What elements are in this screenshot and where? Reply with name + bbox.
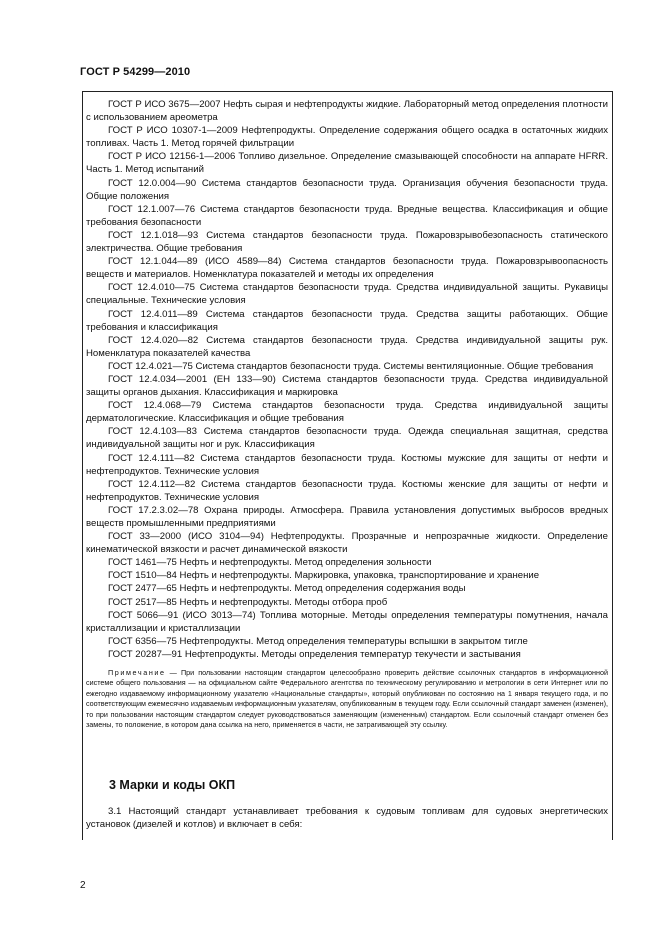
reference-item: ГОСТ Р ИСО 10307-1—2009 Нефтепродукты. Определение содержания общего осадка в остаточных жидких топливах. Часть 1. Метод горячей фильтрации [86,125,608,150]
reference-item: ГОСТ 12.1.018—93 Система стандартов безопасности труда. Пожаровзрывобезопасность статического электричества. Общие требования [86,229,608,255]
reference-item: ГОСТ 12.4.020—82 Система стандартов безопасности труда. Средства индивидуальной защиты рук. Номенклатура показателей качества [86,334,608,359]
reference-item: ГОСТ 12.4.021—75 Система стандартов безопасности труда. Системы вентиляционные. Общие требования [108,360,594,372]
reference-item: ГОСТ 2477—65 Нефть и нефтепродукты. Метод определения содержания воды [108,583,466,595]
reference-item: ГОСТ 1461—75 Нефть и нефтепродукты. Метод определения зольности [108,557,432,569]
reference-item: ГОСТ 12.4.068—79 Система стандартов безопасности труда. Средства индивидуальной защиты дерматологические. Классификация и общие требования [86,400,608,425]
reference-item: ГОСТ 12.4.111—82 Система стандартов безопасности труда. Костюмы мужские для защиты от нефти и нефтепродуктов. Технические условия [86,452,608,477]
paragraph-text: 3.1 Настоящий стандарт устанавливает требования к судовым топливам для судовых энергетических установок (дизелей и котлов) и включает в себя: [86,806,608,831]
section-paragraph [86,805,608,831]
reference-item: ГОСТ 12.4.112—82 Система стандартов безопасности труда. Костюмы женские для защиты от нефти и нефтепродуктов. Технические условия [86,478,608,503]
reference-item: ГОСТ 2517—85 Нефть и нефтепродукты. Методы отбора проб [108,596,388,608]
reference-item: ГОСТ Р ИСО 12156-1—2006 Топливо дизельное. Определение смазывающей способности на аппарате HFRR. Часть 1. Метод испытаний [86,151,608,176]
reference-item: ГОСТ 12.4.010—75 Система стандартов безопасности труда. Средства индивидуальной защиты. Рукавицы специальные. Технические условия [86,282,608,307]
reference-item: ГОСТ 6356—75 Нефтепродукты. Метод определения температуры вспышки в закрытом тигле [108,635,528,647]
reference-item: ГОСТ 1510—84 Нефть и нефтепродукты. Маркировка, упаковка, транспортирование и хранение [108,570,540,582]
reference-item: ГОСТ 12.4.034—2001 (ЕН 133—90) Система стандартов безопасности труда. Средства индивидуальной защиты органов дыхания. Классификация и маркировка [86,373,608,399]
note-label: Примечание [108,668,166,677]
reference-item: ГОСТ Р ИСО 3675—2007 Нефть сырая и нефтепродукты жидкие. Лабораторный метод определения плотности с использованием ареометра [86,99,608,124]
reference-item: ГОСТ 17.2.3.02—78 Охрана природы. Атмосфера. Правила установления допустимых выбросов вредных веществ промышленными предприятиями [86,504,608,529]
reference-item: ГОСТ 20287—91 Нефтепродукты. Методы определения температур текучести и застывания [108,648,521,660]
section-heading: 3 Марки и коды ОКП [109,778,236,792]
note-text: — При пользовании настоящим стандартом целесообразно проверить действие ссылочных стандартов в информационной системе общего пользования — на официальном сайте Федерального агентства по техническому регулированию и метрологии в сети Интернет или по ежегодно издаваемому информационному указателю «Национальные стандарты», который опубликован по состоянию на 1 января текущего года, и по соответствующим ежемесячно издаваемым информационным указателям, опубликованным в текущем году. Если ссылочный стандарт заменен (изменен), то при пользовании настоящим стандартом следует руководствоваться заменяющим (измененным) стандартом. Если ссылочный стандарт отменен без замены, то положение, в котором дана ссылка на него, применяется в части, не затрагивающей эту ссылку. [86,668,608,730]
reference-item: ГОСТ 12.1.007—76 Система стандартов безопасности труда. Вредные вещества. Классификация и общие требования безопасности [86,203,608,228]
note-paragraph [86,668,608,730]
reference-item: ГОСТ 33—2000 (ИСО 3104—94) Нефтепродукты. Прозрачные и непрозрачные жидкости. Определение кинематической вязкости и расчет динамической вязкости [86,531,608,556]
page-number: 2 [80,880,86,891]
reference-item: ГОСТ 12.4.103—83 Система стандартов безопасности труда. Одежда специальная защитная, средства индивидуальной защиты ног и рук. Классификация [86,426,608,451]
document-header: ГОСТ Р 54299—2010 [80,66,191,78]
normative-references-list [86,98,608,661]
note-block [86,668,608,730]
reference-item: ГОСТ 5066—91 (ИСО 3013—74) Топлива моторные. Методы определения температуры помутнения, начала кристаллизации и кристаллизации [86,609,608,634]
reference-item: ГОСТ 12.1.044—89 (ИСО 4589—84) Система стандартов безопасности труда. Пожаровзрывоопасность веществ и материалов. Номенклатура показателей и методы их определения [86,256,608,281]
reference-item: ГОСТ 12.4.011—89 Система стандартов безопасности труда. Средства защиты работающих. Общие требования и классификация [86,308,608,333]
reference-item: ГОСТ 12.0.004—90 Система стандартов безопасности труда. Организация обучения безопасности труда. Общие положения [86,177,608,202]
